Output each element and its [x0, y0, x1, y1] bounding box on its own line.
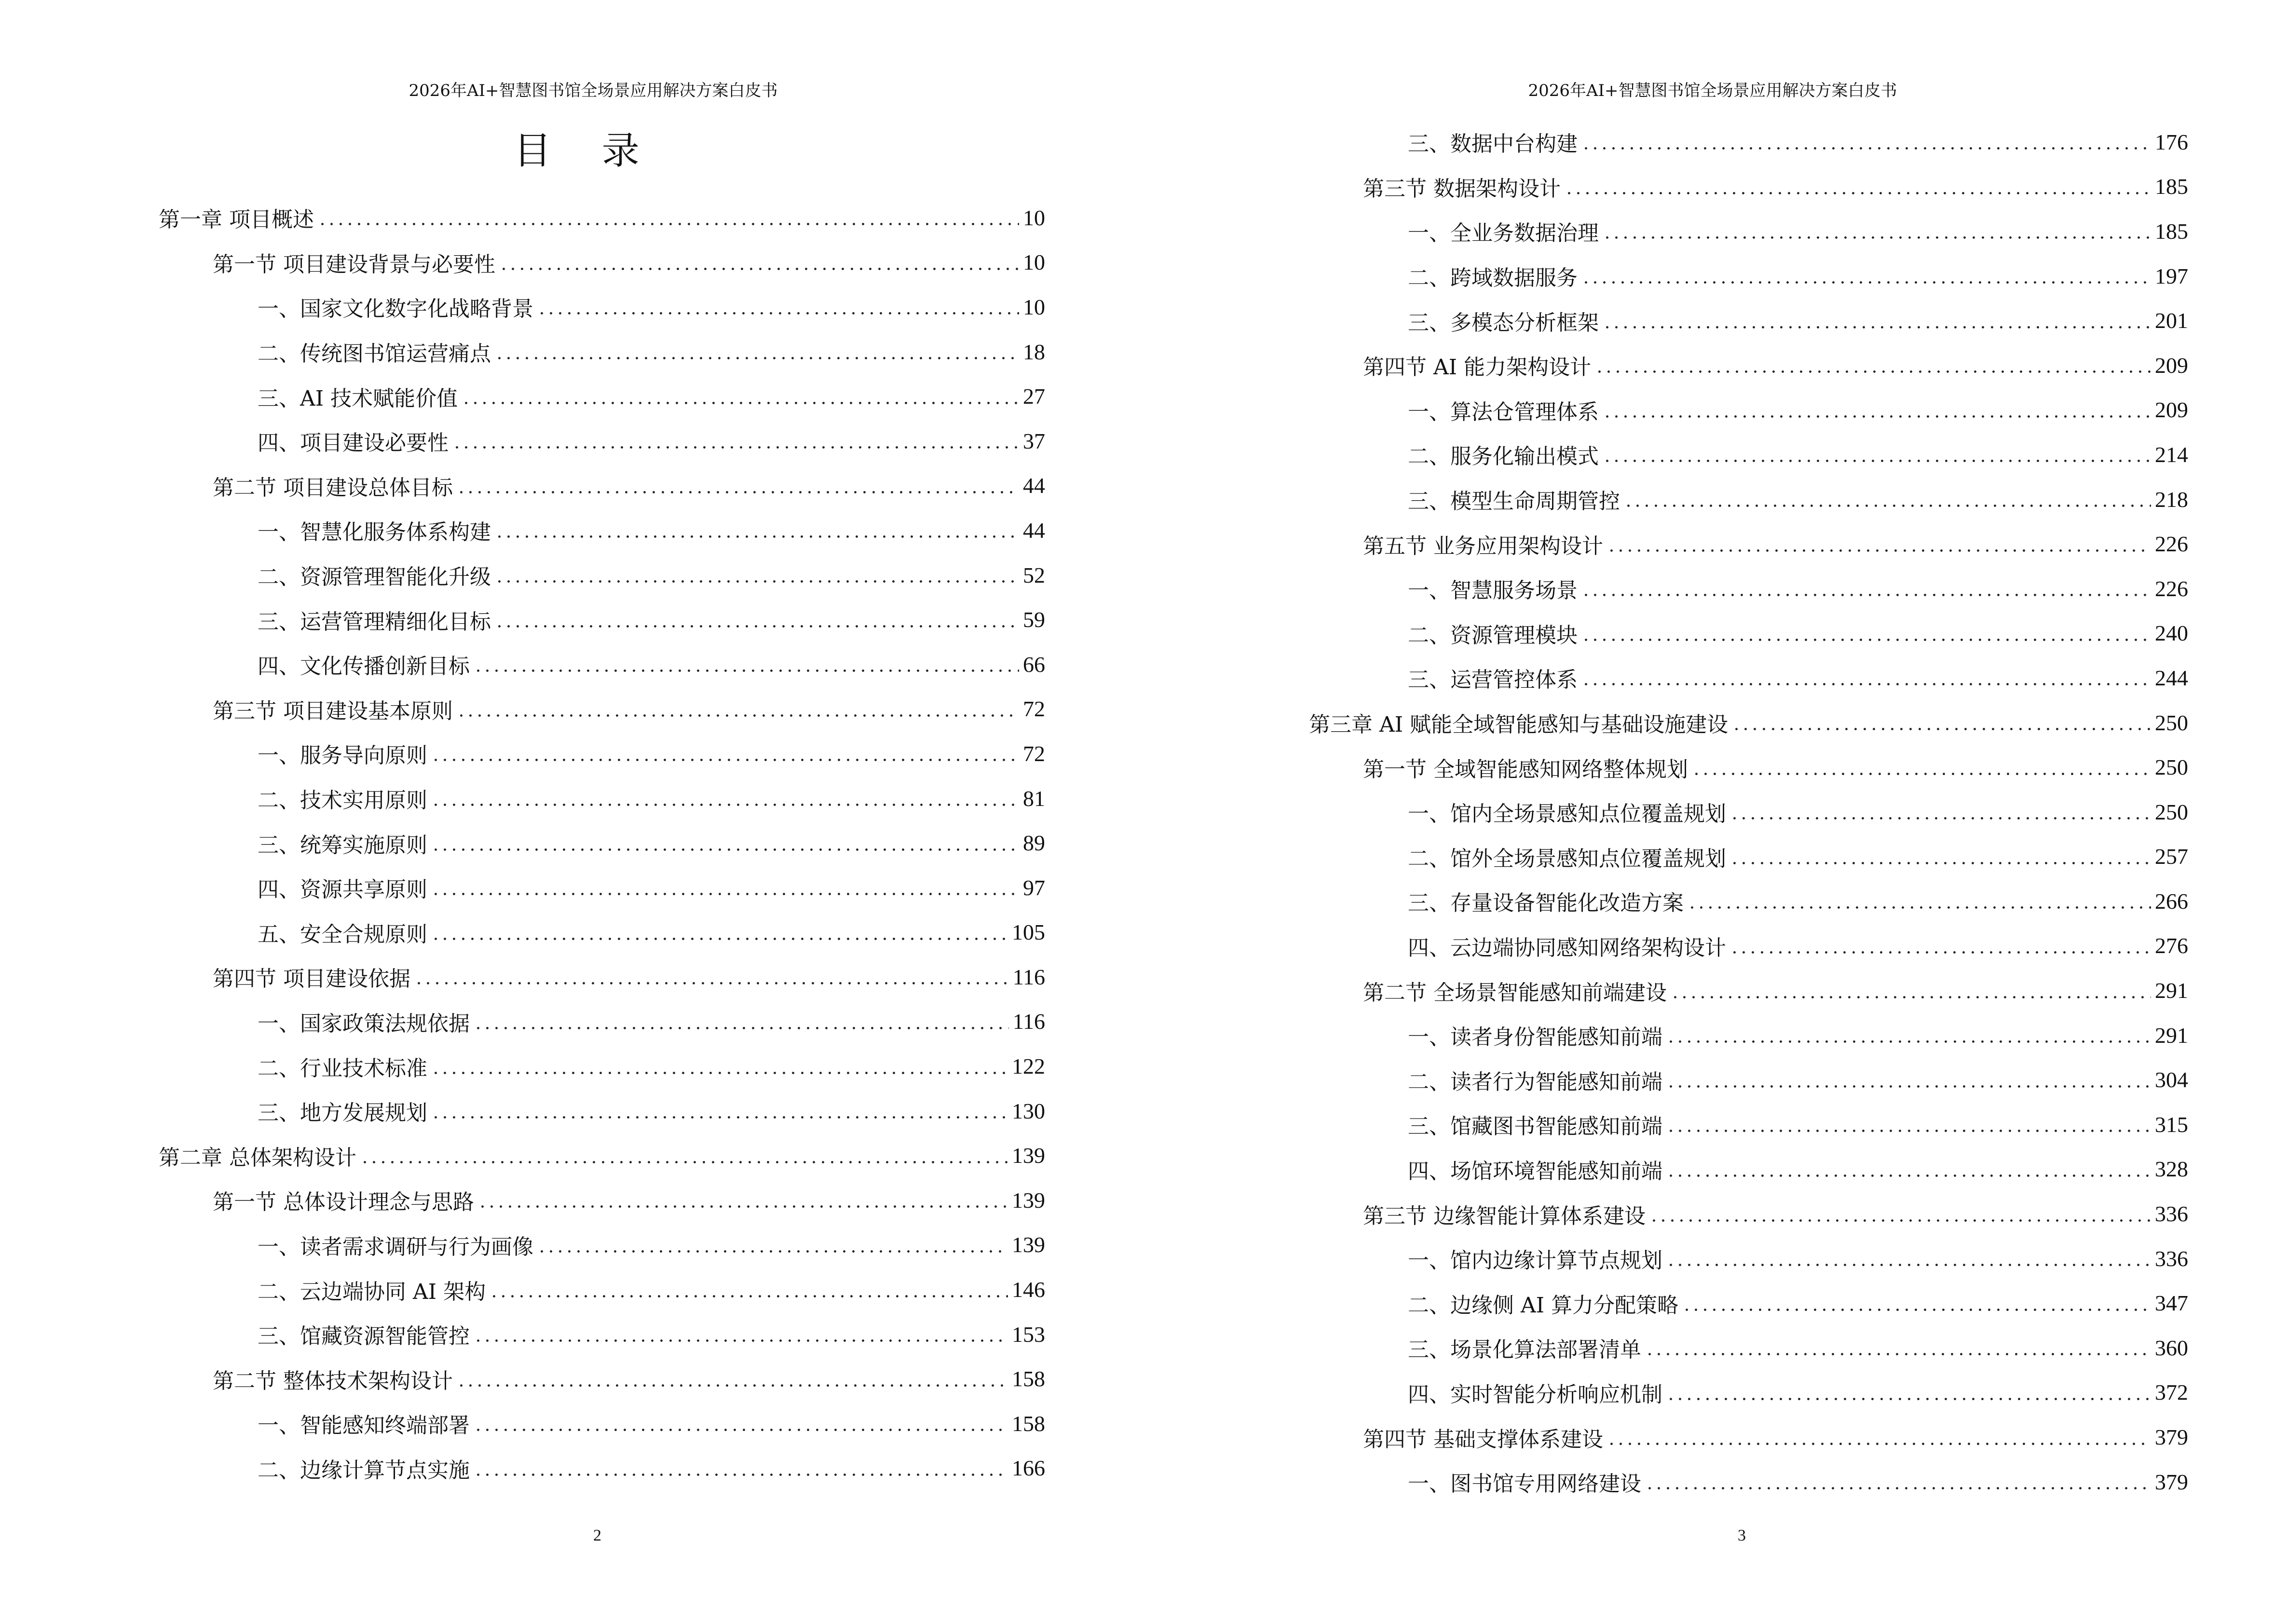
toc-entry-page: 185 [2155, 218, 2188, 244]
dot-leader [1682, 1293, 2151, 1314]
toc-entry-label: 三、AI 技术赋能价值 [258, 386, 458, 411]
toc-subsection-entry[interactable] [159, 731, 1045, 776]
toc-entry-page: 250 [2155, 710, 2188, 735]
dot-leader [1581, 623, 2151, 644]
toc-entry-page: 244 [2155, 665, 2188, 690]
toc-section-entry[interactable] [1309, 745, 2188, 790]
toc-subsection-entry[interactable] [159, 419, 1045, 464]
dot-leader [490, 1279, 1008, 1300]
toc-subsection-entry[interactable] [1309, 388, 2188, 433]
toc-entry-page: 185 [2155, 174, 2188, 199]
dot-leader [474, 1458, 1008, 1479]
dot-leader [431, 743, 1019, 764]
right-page [1144, 0, 2287, 1624]
toc-subsection-entry[interactable] [1309, 432, 2188, 477]
toc-subsection-entry[interactable] [159, 1446, 1045, 1491]
toc-entry-page: 379 [2155, 1469, 2188, 1494]
toc-entry-page: 379 [2155, 1425, 2188, 1450]
toc-subsection-entry[interactable] [159, 1223, 1045, 1268]
dot-leader [1581, 667, 2151, 688]
toc-section-entry[interactable] [1309, 968, 2188, 1013]
toc-subsection-entry[interactable] [159, 553, 1045, 598]
toc-entry-page: 105 [1012, 920, 1045, 945]
toc-entry-label: 一、馆内边缘计算节点规划 [1408, 1248, 1662, 1273]
dot-leader [537, 296, 1019, 317]
page-number: 2 [593, 1527, 601, 1544]
toc-section-entry[interactable] [1309, 343, 2188, 388]
toc-subsection-entry[interactable] [1309, 120, 2188, 164]
toc-entry-label: 三、地方发展规划 [258, 1101, 427, 1126]
toc-entry-label: 第二节 整体技术架构设计 [213, 1368, 453, 1393]
toc-section-entry[interactable] [159, 240, 1045, 285]
toc-entry-page: 122 [1012, 1054, 1045, 1079]
toc-entry-label: 三、场景化算法部署清单 [1408, 1337, 1641, 1363]
toc-entry-page: 336 [2155, 1201, 2188, 1227]
toc-entry-page: 66 [1023, 652, 1045, 677]
dot-leader [495, 564, 1019, 586]
dot-leader [1645, 1337, 2151, 1358]
dot-leader [1666, 1382, 2151, 1403]
toc-subsection-entry[interactable] [1309, 1236, 2188, 1281]
toc-entry-label: 三、运营管控体系 [1408, 668, 1578, 693]
toc-entry-page: 59 [1023, 607, 1045, 632]
toc-entry-label: 一、国家文化数字化战略背景 [258, 297, 533, 322]
toc-entry-label: 二、边缘侧 AI 算力分配策略 [1408, 1293, 1679, 1318]
toc-entry-page: 10 [1023, 294, 1045, 319]
toc-subsection-entry[interactable] [1309, 1281, 2188, 1325]
toc-subsection-entry[interactable] [159, 820, 1045, 865]
toc-section-entry[interactable] [159, 1178, 1045, 1223]
toc-entry-label: 第三节 数据架构设计 [1363, 176, 1561, 201]
toc-entry-page: 146 [1012, 1277, 1045, 1302]
toc-entry-page: 139 [1012, 1143, 1045, 1168]
toc-entry-page: 158 [1012, 1366, 1045, 1392]
dot-leader [495, 341, 1019, 362]
toc-subsection-entry[interactable] [1309, 655, 2188, 700]
toc-entry-page: 81 [1023, 786, 1045, 811]
toc-subsection-entry[interactable] [159, 1267, 1045, 1312]
dot-leader [414, 966, 1009, 987]
dot-leader [1666, 1159, 2151, 1180]
toc-entry-page: 27 [1023, 384, 1045, 409]
toc-entry-label: 四、文化传播创新目标 [258, 654, 470, 679]
toc-entry-label: 三、运营管理精细化目标 [258, 609, 491, 634]
toc-entry-page: 276 [2155, 933, 2188, 958]
dot-leader [478, 1189, 1008, 1211]
dot-leader [495, 609, 1019, 630]
toc-entry-page: 240 [2155, 621, 2188, 646]
dot-leader [431, 877, 1019, 898]
toc-entry-page: 72 [1023, 741, 1045, 766]
toc-subsection-entry[interactable] [159, 865, 1045, 910]
toc-entry-label: 四、资源共享原则 [258, 877, 427, 902]
toc-entry-page: 304 [2155, 1067, 2188, 1092]
toc-entry-label: 一、读者身份智能感知前端 [1408, 1025, 1662, 1050]
toc-subsection-entry[interactable] [1309, 879, 2188, 924]
toc-entry-label: 一、读者需求调研与行为画像 [258, 1234, 533, 1259]
toc-title: 目 录 [514, 129, 659, 173]
toc-chapter-entry[interactable] [159, 1133, 1045, 1178]
dot-leader [474, 1413, 1008, 1434]
toc-entry-page: 44 [1023, 518, 1045, 543]
toc-entry-label: 四、实时智能分析响应机制 [1408, 1382, 1662, 1407]
toc-entry-page: 166 [1012, 1456, 1045, 1481]
dot-leader [1730, 846, 2151, 867]
dot-leader [474, 654, 1019, 675]
toc-entry-label: 第一节 项目建设背景与必要性 [213, 252, 495, 277]
toc-subsection-entry[interactable] [1309, 1370, 2188, 1415]
dot-leader [1607, 533, 2151, 555]
toc-section-entry[interactable] [1309, 1415, 2188, 1460]
dot-leader [1607, 1427, 2151, 1448]
toc-entry-label: 三、统筹实施原则 [258, 832, 427, 858]
toc-entry-label: 第一章 项目概述 [159, 207, 314, 232]
toc-section-entry[interactable] [1309, 1191, 2188, 1236]
toc-subsection-entry[interactable] [1309, 834, 2188, 879]
toc-entry-page: 37 [1023, 428, 1045, 453]
dot-leader [457, 698, 1019, 720]
dot-leader [1603, 399, 2151, 421]
toc-entry-page: 116 [1012, 1009, 1045, 1034]
toc-entry-label: 四、场馆环境智能感知前端 [1408, 1159, 1662, 1184]
toc-entry-label: 一、国家政策法规依据 [258, 1011, 470, 1036]
dot-leader [474, 1324, 1008, 1345]
dot-leader [431, 922, 1008, 943]
table-of-contents [1309, 120, 2188, 1504]
toc-entry-page: 209 [2155, 353, 2188, 378]
toc-entry-label: 二、行业技术标准 [258, 1056, 427, 1081]
dot-leader [1666, 1069, 2151, 1091]
toc-entry-page: 257 [2155, 844, 2188, 869]
dot-leader [1730, 935, 2151, 956]
toc-entry-page: 44 [1023, 473, 1045, 498]
toc-subsection-entry[interactable] [159, 285, 1045, 329]
toc-entry-page: 10 [1023, 205, 1045, 230]
dot-leader [431, 1056, 1008, 1077]
dot-leader [1666, 1024, 2151, 1046]
toc-subsection-entry[interactable] [1309, 924, 2188, 969]
toc-entry-label: 二、资源管理模块 [1408, 623, 1578, 648]
toc-subsection-entry[interactable] [159, 999, 1045, 1044]
toc-subsection-entry[interactable] [159, 776, 1045, 821]
dot-leader [537, 1234, 1008, 1256]
toc-entry-page: 153 [1012, 1322, 1045, 1347]
dot-leader [1603, 444, 2151, 465]
toc-entry-label: 一、智慧服务场景 [1408, 578, 1578, 603]
toc-entry-page: 130 [1012, 1098, 1045, 1123]
toc-entry-label: 二、跨域数据服务 [1408, 266, 1578, 291]
dot-leader [1565, 176, 2151, 197]
toc-subsection-entry[interactable] [1309, 1102, 2188, 1147]
toc-entry-label: 第二节 全场景智能感知前端建设 [1363, 980, 1667, 1005]
toc-subsection-entry[interactable] [159, 642, 1045, 687]
dot-leader [1671, 980, 2151, 1001]
dot-leader [457, 475, 1019, 496]
dot-leader [1581, 578, 2151, 599]
toc-entry-page: 226 [2155, 532, 2188, 557]
toc-entry-label: 第二节 项目建设总体目标 [213, 475, 453, 500]
toc-entry-page: 336 [2155, 1246, 2188, 1271]
toc-entry-label: 第三节 边缘智能计算体系建设 [1363, 1203, 1646, 1228]
toc-entry-label: 三、数据中台构建 [1408, 132, 1578, 157]
toc-entry-page: 89 [1023, 831, 1045, 856]
toc-entry-page: 250 [2155, 755, 2188, 780]
dot-leader [1688, 890, 2151, 912]
toc-subsection-entry[interactable] [1309, 566, 2188, 611]
dot-leader [318, 207, 1019, 228]
toc-subsection-entry[interactable] [1309, 790, 2188, 834]
toc-entry-page: 214 [2155, 442, 2188, 467]
toc-subsection-entry[interactable] [1309, 477, 2188, 522]
toc-entry-page: 116 [1012, 964, 1045, 989]
toc-entry-page: 176 [2155, 129, 2188, 154]
toc-entry-label: 三、馆藏资源智能管控 [258, 1324, 470, 1349]
toc-entry-label: 四、项目建设必要性 [258, 431, 449, 456]
toc-subsection-entry[interactable] [159, 1401, 1045, 1446]
toc-section-entry[interactable] [159, 1356, 1045, 1401]
toc-entry-label: 一、馆内全场景感知点位覆盖规划 [1408, 802, 1726, 827]
toc-subsection-entry[interactable] [1309, 1013, 2188, 1058]
dot-leader [1649, 1203, 2151, 1225]
dot-leader [495, 519, 1019, 541]
toc-entry-label: 第一节 总体设计理念与思路 [213, 1190, 474, 1215]
toc-entry-label: 第五节 业务应用架构设计 [1363, 533, 1603, 559]
toc-entry-label: 二、云边端协同 AI 架构 [258, 1279, 486, 1304]
toc-entry-label: 第一节 全域智能感知网络整体规划 [1363, 757, 1688, 782]
toc-entry-page: 315 [2155, 1112, 2188, 1137]
toc-entry-page: 250 [2155, 799, 2188, 824]
toc-subsection-entry[interactable] [159, 1089, 1045, 1133]
dot-leader [1581, 265, 2151, 287]
toc-subsection-entry[interactable] [159, 374, 1045, 419]
toc-entry-label: 三、多模态分析框架 [1408, 310, 1599, 335]
toc-subsection-entry[interactable] [1309, 254, 2188, 299]
toc-entry-label: 四、云边端协同感知网络架构设计 [1408, 935, 1726, 960]
toc-entry-label: 第三章 AI 赋能全域智能感知与基础设施建设 [1309, 712, 1729, 737]
toc-entry-page: 158 [1012, 1411, 1045, 1436]
toc-entry-label: 二、馆外全场景感知点位覆盖规划 [1408, 846, 1726, 871]
toc-entry-label: 三、存量设备智能化改造方案 [1408, 891, 1684, 916]
toc-entry-page: 52 [1023, 562, 1045, 587]
table-of-contents [159, 195, 1045, 1490]
running-header: 2026年AI+智慧图书馆全场景应用解决方案白皮书 [1528, 81, 1897, 100]
toc-section-entry[interactable] [159, 955, 1045, 999]
toc-entry-label: 一、全业务数据治理 [1408, 221, 1599, 246]
toc-section-entry[interactable] [1309, 521, 2188, 566]
toc-entry-page: 291 [2155, 978, 2188, 1003]
dot-leader [360, 1145, 1008, 1166]
toc-entry-label: 二、读者行为智能感知前端 [1408, 1069, 1662, 1094]
toc-chapter-entry[interactable] [1309, 700, 2188, 745]
toc-entry-page: 97 [1023, 875, 1045, 900]
dot-leader [1666, 1248, 2151, 1269]
dot-leader [462, 386, 1019, 407]
running-header: 2026年AI+智慧图书馆全场景应用解决方案白皮书 [408, 81, 778, 100]
toc-entry-page: 18 [1023, 339, 1045, 364]
toc-entry-label: 三、模型生命周期管控 [1408, 489, 1620, 514]
toc-subsection-entry[interactable] [1309, 1325, 2188, 1370]
toc-entry-label: 一、服务导向原则 [258, 743, 427, 768]
toc-entry-label: 二、资源管理智能化升级 [258, 565, 491, 590]
toc-entry-label: 第四节 AI 能力架构设计 [1363, 355, 1592, 380]
dot-leader [1624, 489, 2151, 510]
toc-entry-page: 201 [2155, 308, 2188, 333]
dot-leader [431, 788, 1019, 809]
dot-leader [1732, 712, 2151, 733]
toc-entry-label: 第二章 总体架构设计 [159, 1145, 356, 1170]
dot-leader [1603, 220, 2151, 242]
toc-entry-page: 72 [1023, 696, 1045, 722]
toc-entry-page: 360 [2155, 1335, 2188, 1360]
toc-entry-page: 291 [2155, 1023, 2188, 1048]
dot-leader [1595, 355, 2151, 376]
toc-entry-page: 10 [1023, 250, 1045, 275]
page-number: 3 [1738, 1527, 1746, 1544]
toc-entry-label: 一、算法仓管理体系 [1408, 399, 1599, 424]
toc-section-entry[interactable] [1309, 164, 2188, 209]
toc-subsection-entry[interactable] [159, 1312, 1045, 1357]
dot-leader [1666, 1114, 2151, 1135]
toc-subsection-entry[interactable] [1309, 1057, 2188, 1102]
toc-entry-label: 二、服务化输出模式 [1408, 444, 1599, 469]
toc-entry-page: 139 [1012, 1232, 1045, 1257]
toc-entry-page: 372 [2155, 1380, 2188, 1405]
dot-leader [431, 1100, 1008, 1121]
toc-entry-page: 209 [2155, 397, 2188, 423]
toc-entry-label: 二、传统图书馆运营痛点 [258, 341, 491, 367]
dot-leader [1645, 1471, 2151, 1492]
toc-entry-label: 一、智慧化服务体系构建 [258, 520, 491, 545]
toc-subsection-entry[interactable] [1309, 1460, 2188, 1504]
toc-entry-page: 218 [2155, 487, 2188, 512]
toc-entry-page: 328 [2155, 1157, 2188, 1182]
toc-entry-label: 二、边缘计算节点实施 [258, 1458, 470, 1483]
toc-entry-label: 五、安全合规原则 [258, 922, 427, 947]
dot-leader [1603, 310, 2151, 331]
dot-leader [474, 1011, 1009, 1032]
toc-entry-label: 一、图书馆专用网络建设 [1408, 1472, 1641, 1497]
toc-entry-page: 226 [2155, 576, 2188, 601]
toc-subsection-entry[interactable] [159, 1044, 1045, 1089]
dot-leader [452, 430, 1019, 451]
toc-subsection-entry[interactable] [1309, 298, 2188, 343]
toc-chapter-entry[interactable] [159, 195, 1045, 240]
toc-subsection-entry[interactable] [1309, 1147, 2188, 1192]
toc-entry-page: 266 [2155, 888, 2188, 914]
dot-leader [1581, 131, 2151, 152]
toc-subsection-entry[interactable] [159, 910, 1045, 955]
toc-entry-page: 347 [2155, 1291, 2188, 1316]
toc-entry-label: 三、馆藏图书智能感知前端 [1408, 1114, 1662, 1139]
dot-leader [457, 1368, 1008, 1390]
toc-entry-label: 第四节 项目建设依据 [213, 967, 410, 992]
dot-leader [431, 832, 1019, 854]
toc-entry-label: 第三节 项目建设基本原则 [213, 698, 453, 723]
toc-subsection-entry[interactable] [1309, 209, 2188, 254]
toc-section-entry[interactable] [159, 687, 1045, 732]
dot-leader [1692, 757, 2151, 778]
toc-entry-label: 一、智能感知终端部署 [258, 1413, 470, 1438]
toc-subsection-entry[interactable] [159, 508, 1045, 553]
toc-subsection-entry[interactable] [159, 597, 1045, 642]
toc-subsection-entry[interactable] [159, 329, 1045, 374]
dot-leader [1730, 801, 2151, 822]
dot-leader [499, 252, 1019, 273]
toc-entry-label: 第四节 基础支撑体系建设 [1363, 1427, 1603, 1452]
toc-entry-page: 139 [1012, 1187, 1045, 1213]
toc-entry-page: 197 [2155, 263, 2188, 288]
toc-section-entry[interactable] [159, 464, 1045, 508]
toc-subsection-entry[interactable] [1309, 611, 2188, 656]
toc-entry-label: 二、技术实用原则 [258, 788, 427, 813]
